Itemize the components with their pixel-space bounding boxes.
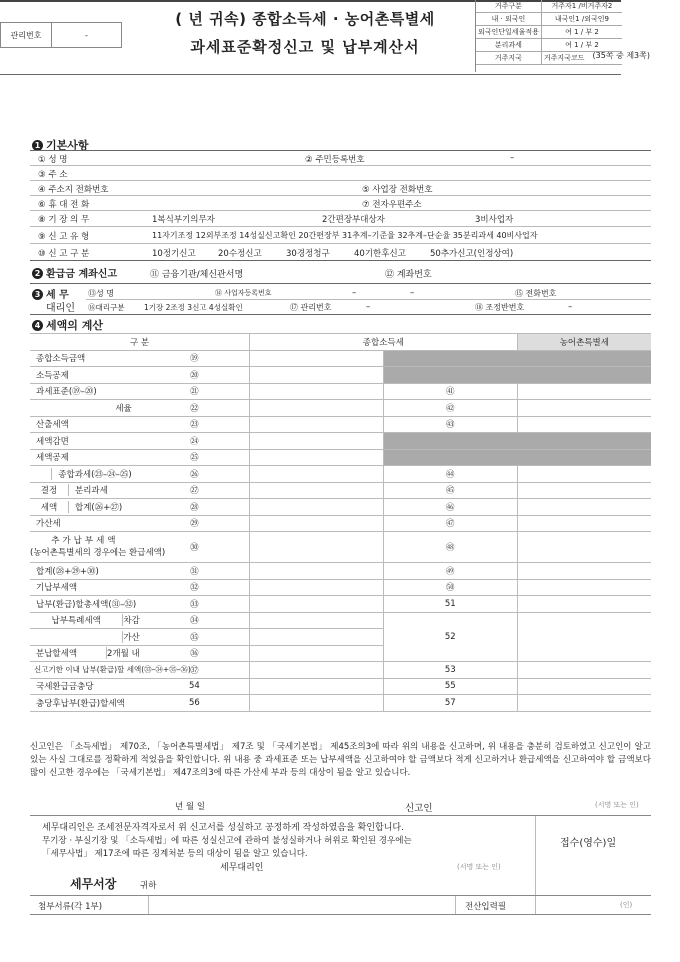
income-value[interactable] xyxy=(250,662,384,679)
email-label: ⑦ 전자우편주소 xyxy=(362,200,422,210)
income-value[interactable] xyxy=(250,482,384,499)
row-num: ㉗ xyxy=(140,482,250,499)
side-value[interactable]: 거주자1 /비거주자2 xyxy=(541,0,622,13)
dash: – xyxy=(410,288,415,298)
agent-text1: 세무대리인은 조세전문자격자로서 위 신고서를 성실하고 공정하게 작성하였음을 확인합니다. xyxy=(42,823,404,833)
row-label: 종합소득금액 xyxy=(36,354,86,365)
row-label: 기납부세액 xyxy=(36,583,78,594)
row-label: 가산세 xyxy=(36,519,61,530)
income-value[interactable] xyxy=(250,400,384,417)
agent-type-label: ⑯대리구분 xyxy=(88,303,125,312)
mobile-label: ⑥ 휴 대 전 화 xyxy=(38,200,90,210)
row-num: ㉞ xyxy=(140,612,250,629)
row-label: 과세표준(⑲–⑳) xyxy=(36,387,97,398)
agent-phone-label: ⑮ 전화번호 xyxy=(515,289,557,298)
section2-title xyxy=(32,265,117,280)
report-kind-option[interactable]: 50추가신고(인정상여) xyxy=(430,249,514,259)
attachments-row xyxy=(30,896,651,915)
section1-number: 1 xyxy=(32,140,43,151)
rural-num: ㊿ xyxy=(383,579,517,596)
account-label: ⑫ 계좌번호 xyxy=(385,270,432,280)
agent-text2: 무기장 · 부실기장 및 「소득세법」에 따른 성실신고에 관하여 불성실하거나 허위로 확인된 경우에는 xyxy=(42,836,412,846)
side-value[interactable]: 여 1 / 부 2 xyxy=(541,39,622,52)
report-kind-option[interactable]: 40기한후신고 xyxy=(354,249,406,259)
section2-label: 환급금 계좌신고 xyxy=(46,269,118,280)
income-value[interactable] xyxy=(250,645,384,662)
row-label: 세율 xyxy=(115,403,132,414)
rural-value[interactable] xyxy=(517,678,651,695)
dash: – xyxy=(352,288,357,298)
rrn-dash: – xyxy=(510,153,515,163)
rural-num: ㊻ xyxy=(383,499,517,516)
addressee-suffix: 귀하 xyxy=(140,881,157,891)
rural-num: ㊽ xyxy=(383,532,517,563)
divider xyxy=(30,180,651,181)
rural-value[interactable] xyxy=(517,695,651,712)
management-number-box xyxy=(0,22,122,48)
col-income-tax: 종합소득세 xyxy=(250,334,518,351)
divider xyxy=(30,165,651,166)
col-category: 구 분 xyxy=(30,334,250,351)
income-value[interactable] xyxy=(250,416,384,433)
row-sublabel: (농어촌특별세의 경우에는 환급세액) xyxy=(30,548,166,558)
report-kind-label: ⑩ 신 고 구 분 xyxy=(38,249,90,259)
row-num: ⑳ xyxy=(140,367,250,384)
income-value[interactable] xyxy=(250,350,384,367)
row-label: 충당후납부(환급)할세액 xyxy=(36,698,125,709)
row-num: ㉜ xyxy=(140,579,250,596)
report-kind-option[interactable]: 20수정신고 xyxy=(218,249,262,259)
rural-value[interactable] xyxy=(517,515,651,532)
side-key: 내 · 외국인 xyxy=(476,13,541,26)
row-num: ㉛ xyxy=(140,563,250,580)
dash: – xyxy=(568,302,573,312)
row-label: 추가납부세액 xyxy=(51,536,119,546)
row-label: 산출세액 xyxy=(36,420,69,431)
report-kind-option[interactable]: 30경정청구 xyxy=(286,249,330,259)
decide-label: 결정 xyxy=(40,486,58,497)
rural-blank xyxy=(383,367,651,384)
income-value[interactable] xyxy=(250,466,384,483)
side-key: 거주구분 xyxy=(476,0,541,13)
section3-sub: 대리인 xyxy=(46,303,75,314)
input-done-label: 전산입력필 xyxy=(465,902,507,912)
row-num: ㉘ xyxy=(140,499,250,516)
rural-value[interactable] xyxy=(517,563,651,580)
rural-value[interactable] xyxy=(517,612,651,662)
row-label: 차감 xyxy=(123,616,140,627)
bookkeeping-option[interactable]: 2간편장부대상자 xyxy=(322,215,385,225)
row-num: ㊲ xyxy=(140,662,250,679)
rural-blank xyxy=(383,350,651,367)
income-value[interactable] xyxy=(250,367,384,384)
rural-num: ㊾ xyxy=(383,563,517,580)
form-title-line2: 과세표준확정신고 및 납부계산서 xyxy=(190,38,420,56)
rural-num: ㊶ xyxy=(383,383,517,400)
divider xyxy=(30,243,651,244)
bookkeeping-option[interactable]: 3비사업자 xyxy=(475,215,514,225)
bank-label: ⑪ 금융기관/체신관서명 xyxy=(150,270,244,280)
side-key: 분리과세 xyxy=(476,39,541,52)
income-value[interactable] xyxy=(250,383,384,400)
agent-name-label: ⑬성 명 xyxy=(88,289,114,298)
row-label: 세액감면 xyxy=(36,436,69,447)
row-label: 가산 xyxy=(123,632,140,643)
row-label: 세액공제 xyxy=(36,453,69,464)
declaration-signer: 신고인 xyxy=(405,803,433,814)
row-num: ㉒ xyxy=(140,400,250,417)
income-value[interactable] xyxy=(250,579,384,596)
income-value[interactable] xyxy=(250,629,384,646)
row-num: 56 xyxy=(140,695,250,712)
divider xyxy=(148,896,149,914)
row-num: ㊱ xyxy=(140,645,250,662)
side-value[interactable]: 내국인1 /외국인9 xyxy=(541,13,622,26)
divider xyxy=(30,226,651,227)
income-value[interactable] xyxy=(250,678,384,695)
rural-num: ㊺ xyxy=(383,482,517,499)
declaration-date[interactable]: 년 월 일 xyxy=(175,802,206,812)
side-value[interactable]: 여 1 / 부 2 xyxy=(541,26,622,39)
page-reference: (35쪽 중 제3쪽) xyxy=(592,51,650,60)
row-label: 국세환급금충당 xyxy=(36,682,94,693)
rural-value[interactable] xyxy=(517,466,651,483)
row-num: ㉟ xyxy=(140,629,250,646)
row-num: ⑲ xyxy=(140,350,250,367)
receipt-date-label: 접수(영수)일 xyxy=(560,838,617,849)
bookkeeping-label: ⑧ 기 장 의 무 xyxy=(38,215,90,225)
home-phone-label: ④ 주소지 전화번호 xyxy=(38,185,109,195)
report-type-label: ⑨ 신 고 유 형 xyxy=(38,232,90,242)
divider xyxy=(86,299,651,300)
row-label: 합계(㉘+㉙+㉚) xyxy=(36,566,99,577)
section2-number: 2 xyxy=(32,268,43,279)
side-key: 거주지국 xyxy=(476,52,541,65)
income-value[interactable] xyxy=(250,563,384,580)
row-num: ㉝ xyxy=(140,596,250,613)
row-num: ㉑ xyxy=(140,383,250,400)
section3-label: 세 무 xyxy=(46,290,69,301)
row-label: 종합과세(㉓–㉔–㉕) xyxy=(51,468,139,480)
declaration-text: 신고인은 「소득세법」 제70조, 「농어촌특별세법」 제7조 및 「국세기본법」 제45조의3에 따라 위의 내용을 신고하며, 위 내용을 충분히 검토하였고 신고인이 알고 있는 사실 그대로를 정확하게 적었음을 확인합니다. 위 내용 중 과세표준 또는 납부세액을 신고하여야 할 금액보다 적게 신고하거나 환급세액을 신고하여야 할 금액보다 많이 신고한 경우에는 「국세기본법」 제47조의3에 따른 가산세 부과 등의 대상이 됨을 알고 있습니다. xyxy=(30,742,651,778)
income-value[interactable] xyxy=(250,499,384,516)
section4-label: 세액의 계산 xyxy=(46,319,103,332)
report-kind-option[interactable]: 10정기신고 xyxy=(152,249,196,259)
agent-adj-label: ⑱ 조정반번호 xyxy=(475,303,525,312)
rrn-label: ② 주민등록번호 xyxy=(305,155,365,165)
divider xyxy=(30,260,651,261)
special-label: 납부특례세액 xyxy=(51,616,101,627)
income-value[interactable] xyxy=(250,532,384,563)
rural-blank xyxy=(383,433,651,450)
form-header xyxy=(0,0,621,75)
col-rural-tax: 농어촌특별세 xyxy=(517,334,651,351)
section4-title xyxy=(32,317,103,333)
rural-num: 51 xyxy=(383,596,517,613)
agent-sign-hint[interactable]: (서명 또는 인) xyxy=(457,863,501,871)
income-value[interactable] xyxy=(250,449,384,466)
row-num: ㉕ xyxy=(140,449,250,466)
agent-text3: 「세무사법」 제17조에 따른 징계처분 등의 대상이 됨을 알고 있습니다. xyxy=(42,849,308,859)
seal-hint[interactable]: (인) xyxy=(620,901,633,909)
rural-num: 57 xyxy=(383,695,517,712)
rural-value[interactable] xyxy=(517,499,651,516)
decide-label: 세액 xyxy=(40,502,58,513)
income-value[interactable] xyxy=(250,515,384,532)
divider xyxy=(30,150,651,151)
residency-info-box xyxy=(475,0,622,72)
rural-value[interactable] xyxy=(517,383,651,400)
rural-num: ㊹ xyxy=(383,466,517,483)
rural-blank xyxy=(383,449,651,466)
management-number-label: 관리번호 xyxy=(1,23,52,47)
rural-value[interactable] xyxy=(517,579,651,596)
rural-value[interactable] xyxy=(517,532,651,563)
management-number-value[interactable]: - xyxy=(85,30,88,40)
divider xyxy=(535,816,536,895)
income-value[interactable] xyxy=(250,596,384,613)
row-num: ㉙ xyxy=(140,515,250,532)
divider xyxy=(30,314,651,315)
row-label: 분납할세액 xyxy=(36,649,78,660)
divider xyxy=(30,210,651,211)
row-label: 소득공제 xyxy=(36,370,69,381)
rural-value[interactable] xyxy=(517,596,651,613)
form-title-line1: ( 년 귀속) 종합소득세 · 농어촌특별세 xyxy=(175,10,435,28)
rural-value[interactable] xyxy=(517,416,651,433)
divider xyxy=(455,896,456,914)
section4-number: 4 xyxy=(32,320,43,331)
row-label: 납부(환급)할총세액(㉛–㉜) xyxy=(36,599,137,610)
agent-confirmation-box xyxy=(30,815,651,896)
attachments-label: 첨부서류(각 1부) xyxy=(38,902,103,912)
rural-num: 52 xyxy=(383,612,517,662)
rural-value[interactable] xyxy=(517,662,651,679)
tax-office-head: 세무서장 xyxy=(70,877,117,891)
declaration-sign-hint[interactable]: (서명 또는 인) xyxy=(595,801,639,809)
section1-label: 기본사항 xyxy=(46,139,89,152)
row-sublabel: 2개월 내 xyxy=(107,649,140,660)
income-value[interactable] xyxy=(250,695,384,712)
row-num: 54 xyxy=(140,678,250,695)
dash: – xyxy=(366,302,371,312)
bookkeeping-option[interactable]: 1복식부기의무자 xyxy=(152,215,215,225)
divider xyxy=(535,896,536,914)
tax-calculation-table xyxy=(30,333,651,712)
report-type-options[interactable]: 11자기조정 12외부조정 14성실신고확인 20간편장부 31추계–기준율 32추계–단순율 35분리과세 40비사업자 xyxy=(152,231,538,240)
row-label: 분리과세 xyxy=(68,484,140,496)
divider xyxy=(30,283,651,284)
row-label: 합계(㉖+㉗) xyxy=(68,501,140,513)
rural-value[interactable] xyxy=(517,400,651,417)
row-num: ㉔ xyxy=(140,433,250,450)
rural-num: 55 xyxy=(383,678,517,695)
row-label: 신고기한 이내 납부(환급)할 세액(㉝–㉞+㉟–㊱) xyxy=(34,665,191,675)
income-value[interactable] xyxy=(250,612,384,629)
name-label: ① 성 명 xyxy=(38,155,68,165)
side-key: 외국인단일세율적용 xyxy=(476,26,541,39)
address-label: ③ 주 소 xyxy=(38,170,68,180)
biz-phone-label: ⑤ 사업장 전화번호 xyxy=(362,185,433,195)
agent-reg-label: ⑭ 사업자등록번호 xyxy=(215,289,272,297)
rural-num: ㊼ xyxy=(383,515,517,532)
row-num: ㉓ xyxy=(140,416,250,433)
row-num: ㉚ xyxy=(140,532,250,563)
side-value[interactable]: 거주지국코드 xyxy=(541,52,622,65)
row-num: ㉖ xyxy=(140,466,250,483)
rural-num: ㊷ xyxy=(383,400,517,417)
agent-type-options[interactable]: 1기장 2조정 3신고 4성실확인 xyxy=(144,303,243,312)
rural-num: ㊸ xyxy=(383,416,517,433)
section3-number: 3 xyxy=(32,289,43,300)
agent-signer: 세무대리인 xyxy=(220,863,264,873)
rural-num: 53 xyxy=(383,662,517,679)
rural-value[interactable] xyxy=(517,482,651,499)
divider xyxy=(30,195,651,196)
income-value[interactable] xyxy=(250,433,384,450)
agent-mgmt-label: ⑰ 관리번호 xyxy=(290,303,332,312)
